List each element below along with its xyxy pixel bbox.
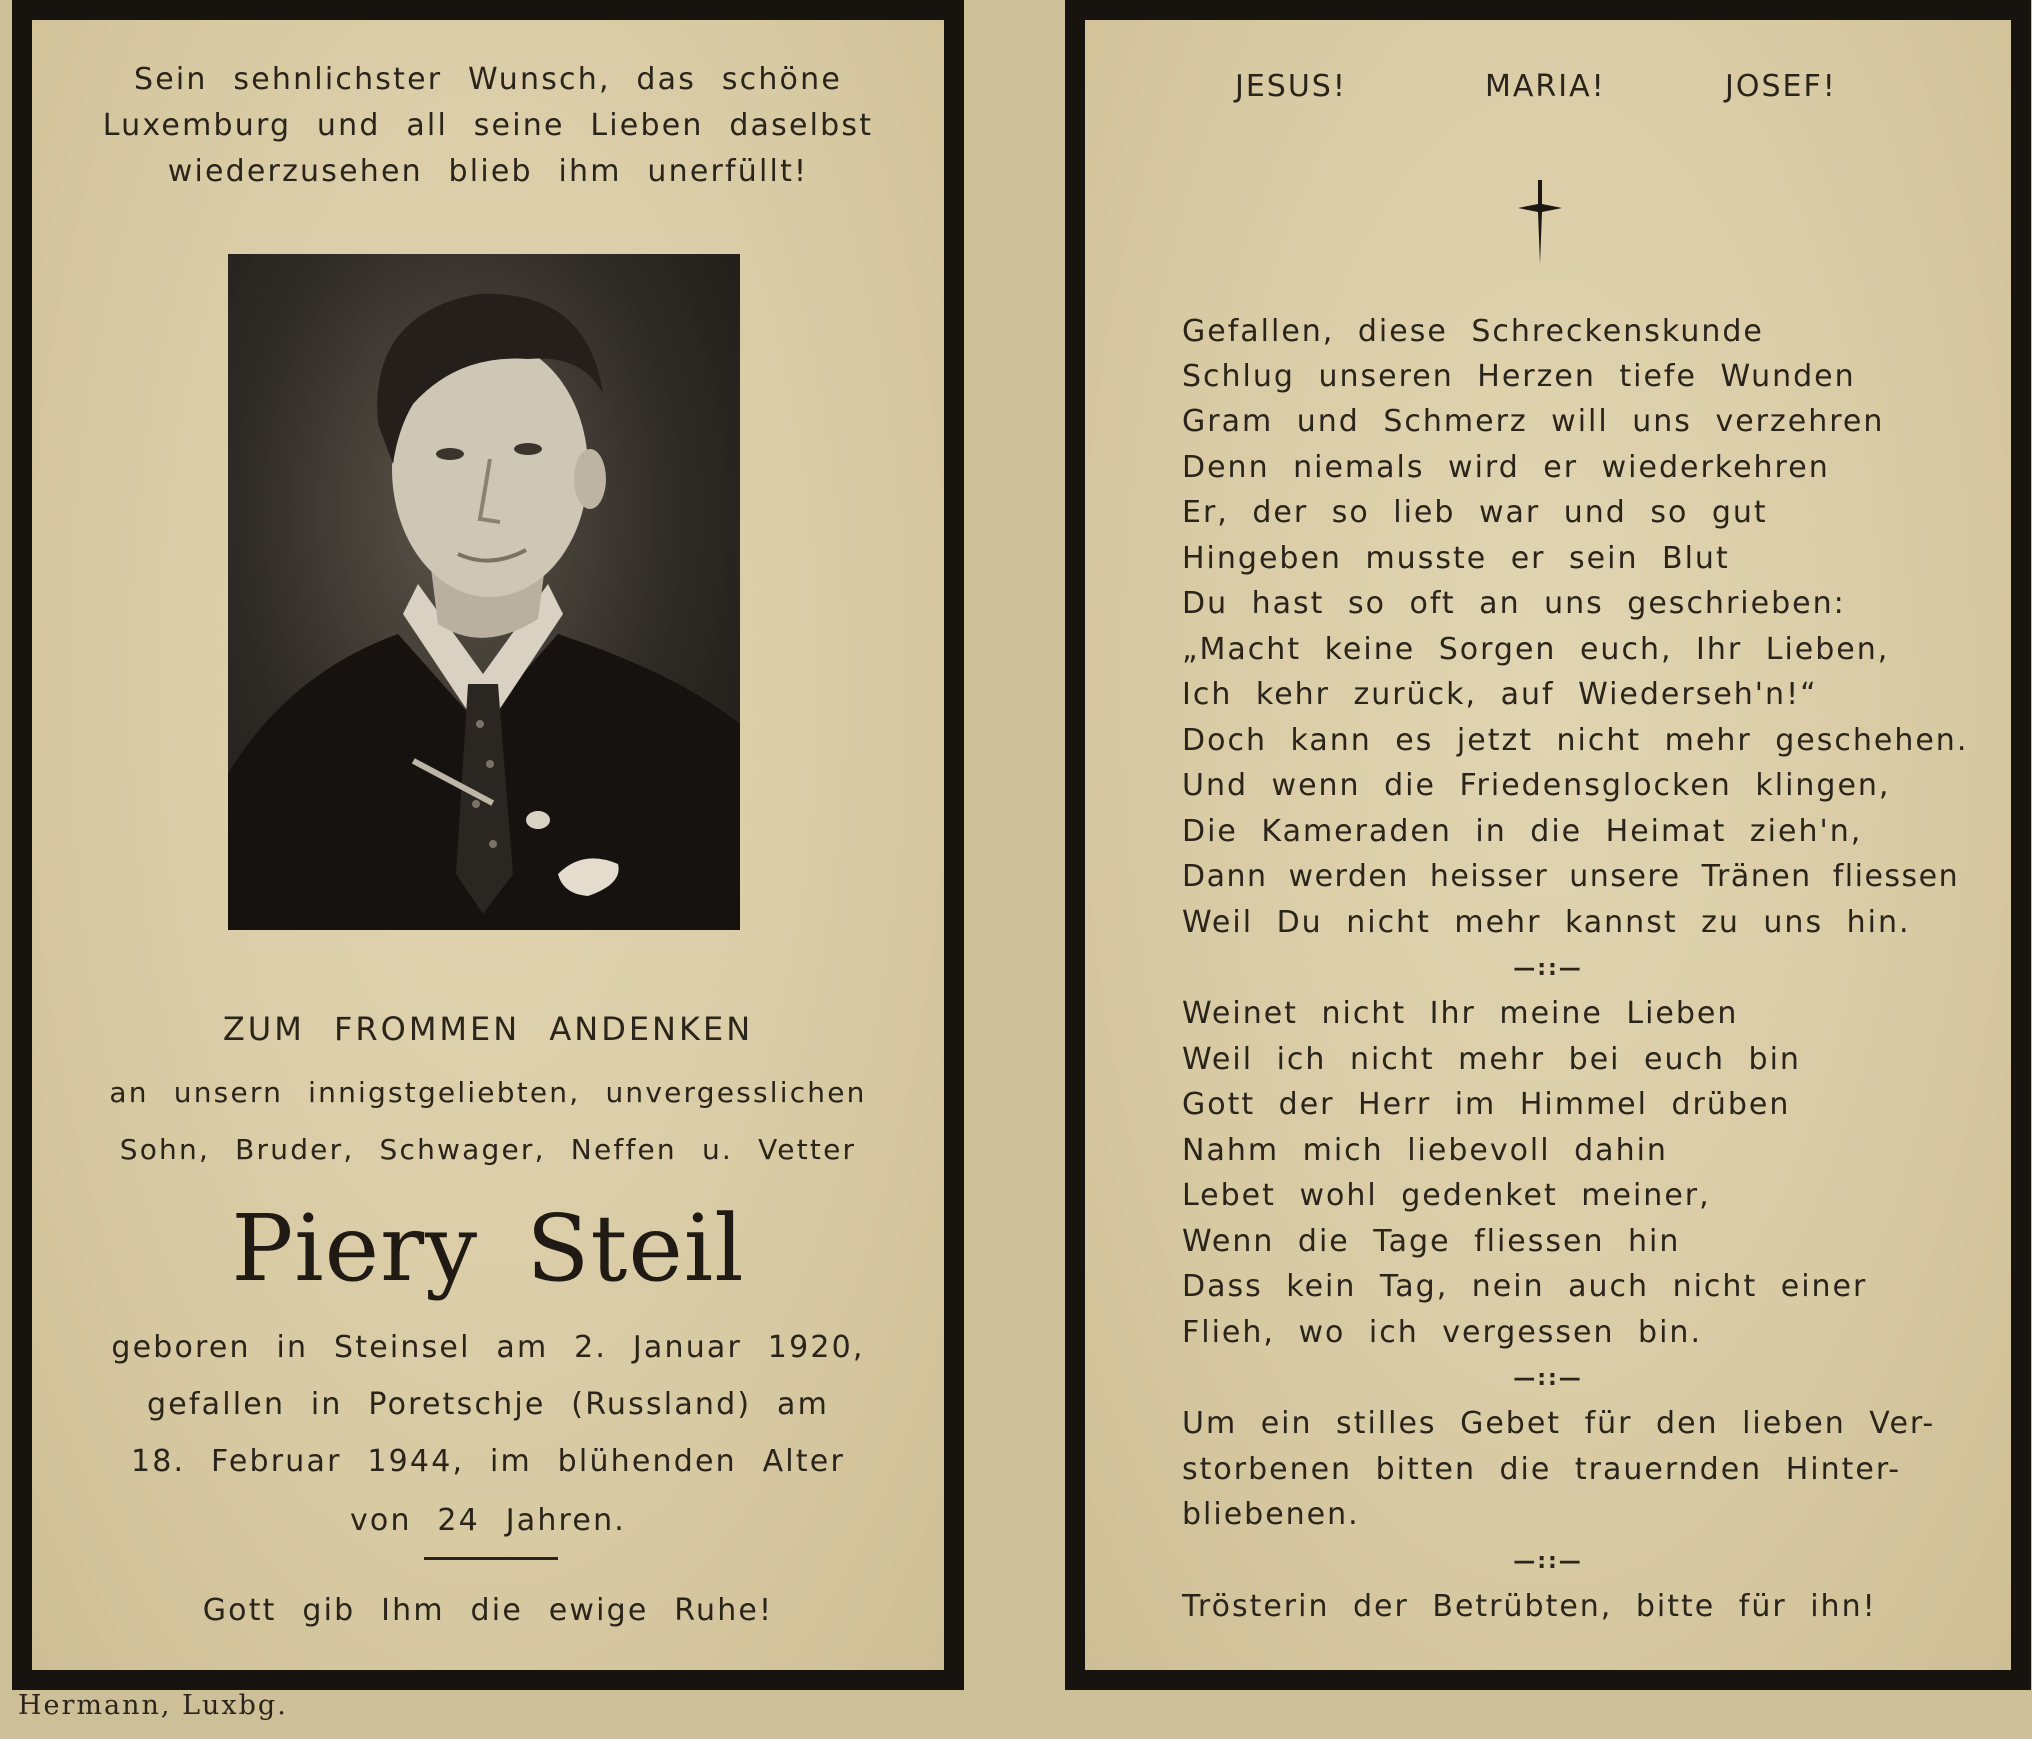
request-line: Um ein stilles Gebet für den lieben Ver-: [1182, 1406, 1936, 1441]
poem-line: Weil ich nicht mehr bei euch bin: [1182, 1042, 1801, 1077]
cross-icon: [1518, 180, 1562, 264]
details-line-3: 18. Februar 1944, im blühenden Alter: [130, 1444, 845, 1479]
poem-line: Schlug unseren Herzen tiefe Wunden: [1182, 359, 1856, 394]
details-line-2: gefallen in Poretschje (Russland) am: [146, 1387, 830, 1422]
dedication-line-1: an unsern innigstgeliebten, unvergesslichen: [109, 1076, 867, 1109]
memorial-card-left: [12, 0, 964, 1690]
poem-line: Er, der so lieb war und so gut: [1182, 495, 1768, 530]
poem-line: Denn niemals wird er wiederkehren: [1182, 450, 1830, 485]
top-text-line-2: Luxemburg und all seine Lieben daselbst: [102, 108, 874, 143]
poem-line: Dann werden heisser unsere Tränen fliessen: [1182, 859, 1960, 894]
card-paper-left: [32, 20, 944, 1670]
printer-imprint: Hermann, Luxbg.: [18, 1690, 288, 1721]
top-text-line-1: Sein sehnlichster Wunsch, das schöne: [134, 62, 842, 97]
poem-line: Hingeben musste er sein Blut: [1182, 541, 1730, 576]
poem-line: Gram und Schmerz will uns verzehren: [1182, 404, 1885, 439]
divider-rule: [424, 1557, 558, 1560]
dedication-line-2: Sohn, Bruder, Schwager, Neffen u. Vetter: [119, 1133, 857, 1166]
poem-line: Doch kann es jetzt nicht mehr geschehen.: [1182, 723, 1969, 758]
poem-line: Flieh, wo ich vergessen bin.: [1182, 1315, 1702, 1350]
memorial-heading: ZUM FROMMEN ANDENKEN: [222, 1010, 754, 1048]
poem-line: Gefallen, diese Schreckenskunde: [1182, 314, 1764, 349]
poem-line: Nahm mich liebevoll dahin: [1182, 1133, 1668, 1168]
request-line: storbenen bitten die trauernden Hinter-: [1182, 1452, 1902, 1487]
poem-line: Wenn die Tage fliessen hin: [1182, 1224, 1681, 1259]
invocation-jesus: JESUS!: [1235, 69, 1347, 104]
poem-line: Ich kehr zurück, auf Wiederseh'n!“: [1182, 677, 1818, 712]
invocation-josef: JOSEF!: [1725, 69, 1837, 104]
poem-line: Die Kameraden in die Heimat zieh'n,: [1182, 814, 1863, 849]
poem-line: Weil Du nicht mehr kannst zu uns hin.: [1182, 905, 1911, 940]
request-line: bliebenen.: [1182, 1497, 1360, 1532]
poem-line: Dass kein Tag, nein auch nicht einer: [1182, 1269, 1868, 1304]
invocation-maria: MARIA!: [1485, 69, 1606, 104]
separator-3: —::—: [1513, 1549, 1583, 1574]
details-line-1: geboren in Steinsel am 2. Januar 1920,: [111, 1330, 865, 1365]
poem-line: Lebet wohl gedenket meiner,: [1182, 1178, 1711, 1213]
separator-2: —::—: [1513, 1366, 1583, 1391]
card-paper-right: [1085, 20, 2011, 1670]
top-text-line-3: wiederzusehen blieb ihm unerfüllt!: [167, 154, 809, 189]
poem-line: Du hast so oft an uns geschrieben:: [1182, 586, 1846, 621]
portrait-illustration: [228, 254, 740, 930]
separator-1: —::—: [1513, 956, 1583, 981]
poem-line: Gott der Herr im Himmel drüben: [1182, 1087, 1791, 1122]
poem-line: „Macht keine Sorgen euch, Ihr Lieben,: [1182, 632, 1890, 667]
poem-line: Weinet nicht Ihr meine Lieben: [1182, 996, 1739, 1031]
memorial-card-right: [1065, 0, 2031, 1690]
deceased-name: Piery Steil: [231, 1195, 745, 1302]
poem-line: Und wenn die Friedensglocken klingen,: [1182, 768, 1891, 803]
portrait-photo: [228, 254, 740, 930]
closing-prayer: Gott gib Ihm die ewige Ruhe!: [202, 1593, 774, 1628]
closing-prayer-right: Trösterin der Betrübten, bitte für ihn!: [1182, 1589, 1877, 1624]
details-line-4: von 24 Jahren.: [349, 1503, 627, 1538]
